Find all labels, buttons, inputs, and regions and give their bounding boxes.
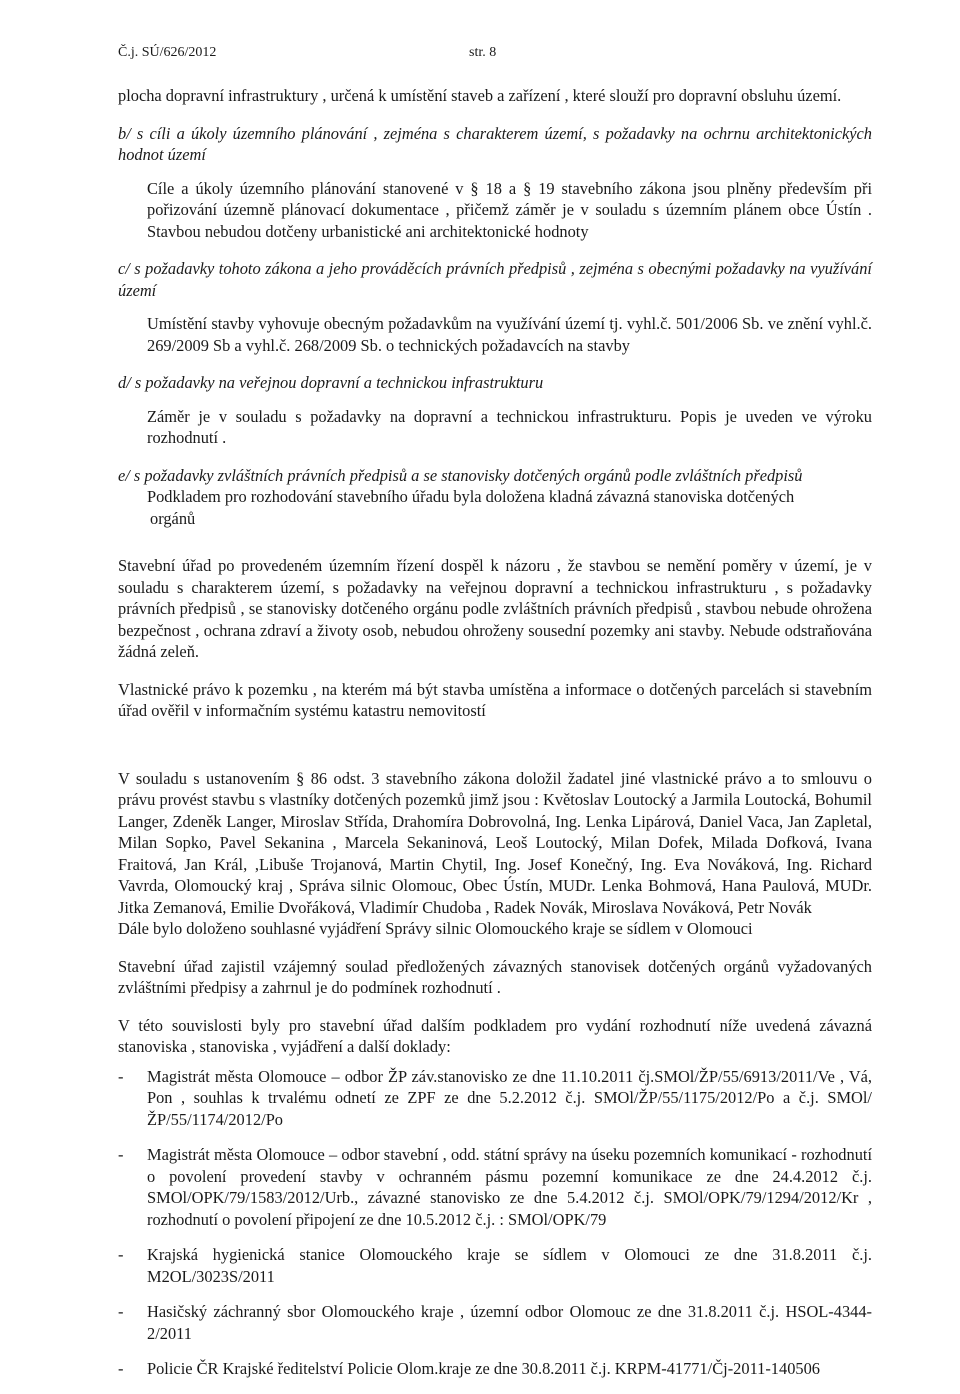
page-number: str. 8 [469,45,497,60]
list-item-text: Krajská hygienická stanice Olomouckého kraje se sídlem v Olomouci ze dne 31.8.2011 č.j. M2OL/3023S/2011 [147,1245,872,1286]
section-e-text-line-1: Podkladem pro rozhodování stavebního úřadu byla doložena kladná závazná stanoviska dotčených [147,487,795,506]
section-b-heading: b/ s cíli a úkoly územního plánování , zejména s charakterem území, s požadavky na ochrnu architektonických hodnot území [118,123,872,164]
list-item [118,1301,872,1344]
documents-list [118,1066,872,1380]
paragraph-consent: Dále bylo doloženo souhlasné vyjádření Správy silnic Olomouckého kraje se sídlem v Olomouci [118,919,753,938]
section-e-heading: e/ s požadavky zvláštních právních předpisů a se stanovisky dotčených orgánů podle zvláštních předpisů [118,465,803,485]
paragraph-ownership: Vlastnické právo k pozemku , na kterém má být stavba umístěna a informace o dotčených parcelách si stavebním úřad ověřil v informačním systému katastru nemovitostí [118,679,872,720]
list-item-text: Policie ČR Krajské ředitelství Policie Olom.kraje ze dne 30.8.2011 č.j. KRPM-41771/Čj-2011-140506 [147,1359,820,1378]
section-e-text [118,486,872,529]
paragraph-transport-area: plocha dopravní infrastruktury , určená k umístění staveb a zařízení , které slouží pro dopravní obsluhu území. [118,86,842,105]
list-dash: - [118,1066,124,1086]
list-item [118,1358,872,1380]
section-c-heading: c/ s požadavky tohoto zákona a jeho prováděcích právních předpisů , zejména s obecnými požadavky na využívání území [118,259,872,300]
list-dash: - [118,1245,124,1264]
section-e-text-line-2: orgánů [150,508,196,528]
section-c-text: Umístění stavby vyhovuje obecným požadavkům na využívání území tj. vyhl.č. 501/2006 Sb. ve znění vyhl.č. 269/2009 Sb a vyhl.č. 268/2009 Sb. o technických požadavcích na stavby [147,314,872,355]
list-item-text: Hasičský záchranný sbor Olomouckého kraje , územní odbor Olomouc ze dne 31.8.2011 č.j. HSOL-4344-2/2011 [147,1302,872,1343]
case-reference: Č.j. SÚ/626/2012 [118,45,217,60]
list-dash: - [118,1145,124,1164]
list-item [118,1244,872,1287]
paragraph-office-opinion: Stavební úřad po provedeném územním řízení dospěl k názoru , že stavbou se nemění poměry v území, je v souladu s charakterem území, s požadavky na veřejnou dopravní a technickou infrastrukturu , s požadavky právních předpisů , se stanovisky dotčeného orgánu podle zvláštních právních předpisů , stavbou nebude ohrožena bezpečnost , ochrana zdraví a životy osob, nebudou ohroženy sousední pozemky ani stavby. Nebude odstraňována žádná zeleň. [118,556,872,661]
spacer [118,738,872,768]
list-dash: - [118,1359,124,1378]
section-d-text: Záměr je v souladu s požadavky na dopravní a technickou infrastrukturu. Popis je uveden ve výroku rozhodnutí . [147,406,872,447]
paragraph-applicant-owners: V souladu s ustanovením § 86 odst. 3 stavebního zákona doložil žadatel jiné vlastnické právo a to smlouvu o právu provést stavbu s vlastníky dotčených pozemků jimž jsou : Květoslav Loutocký a Jarmila Loutocká, Bohumil Langer, Zdeněk Langer, Miroslav Střída, Drahomíra Dobrovolná, Ing. Lenka Lipárová, Daniel Vaca, Jan Zapletal, Milan Sopko, Pavel Sekanina , Marcela Sekaninová, Leoš Loutocký, Milan Dofek, Milada Dofková, Ivana Fraitová, Jan Král, ,Libuše Trojanová, Martin Chytil, Ing. Josef Konečný, Ing. Eva Nováková, Ing. Richard Vavrda, Olomoucký kraj , Správa silnic Olomouc, Obec Ústín, MUDr. Lenka Bohmová, Hana Paulová, MUDr. Jitka Zemanová, Emilie Dvořáková, Vladimír Chudoba , Radek Novák, Miroslava Nováková, Petr Novák [118,768,872,917]
list-dash: - [118,1302,124,1321]
document-body [118,85,872,1394]
section-d-heading: d/ s požadavky na veřejnou dopravní a technickou infrastrukturu [118,373,544,392]
list-item-text: Magistrát města Olomouce – odbor ŽP záv.stanovisko ze dne 11.10.2011 čj.SMOl/ŽP/55/6913/2011/Ve , Vá, Pon , souhlas k trvalému odnetí ze ZPF ze dne 5.2.2012 č.j. SMOl/ŽP/55/1175/2012/Po a č.j. SMOl/ŽP/55/1174/2012/Po [147,1066,872,1129]
paragraph-context: V této souvislosti byly pro stavební úřad dalším podkladem pro vydání rozhodnutí níže uvedená závazná stanoviska , stanoviska , vyjádření a další doklady: [118,1015,872,1056]
section-b-text: Cíle a úkoly územního plánování stanovené v § 18 a § 19 stavebního zákona jsou plněny především při pořizování územně plánovací dokumentace , přičemž záměr je v souladu s územním plánem obce Ústín . Stavbou nebudou dotčeny urbanistické ani architektonické hodnoty [147,178,872,241]
list-item-text: Magistrát města Olomouce – odbor stavební , odd. státní správy na úseku pozemních komunikací - rozhodnutí o povolení provedení stavby v ochranném pásmu pozemní komunikace ze dne 24.4.2012 č.j. SMOl/OPK/79/1583/2012/Urb., závazné stanovisko ze dne 5.4.2012 č.j. SMOl/OPK/79/1294/2012/Kr , rozhodnutí o povolení připojení ze dne 10.5.2012 č.j. : SMOl/OPK/79 [147,1145,872,1229]
paragraph-coordination: Stavební úřad zajistil vzájemný soulad předložených závazných stanovisek dotčených orgánů vyžadovaných zvláštními předpisy a zahrnul je do podmínek rozhodnutí . [118,956,872,997]
list-item [118,1144,872,1230]
list-item [118,1066,872,1131]
